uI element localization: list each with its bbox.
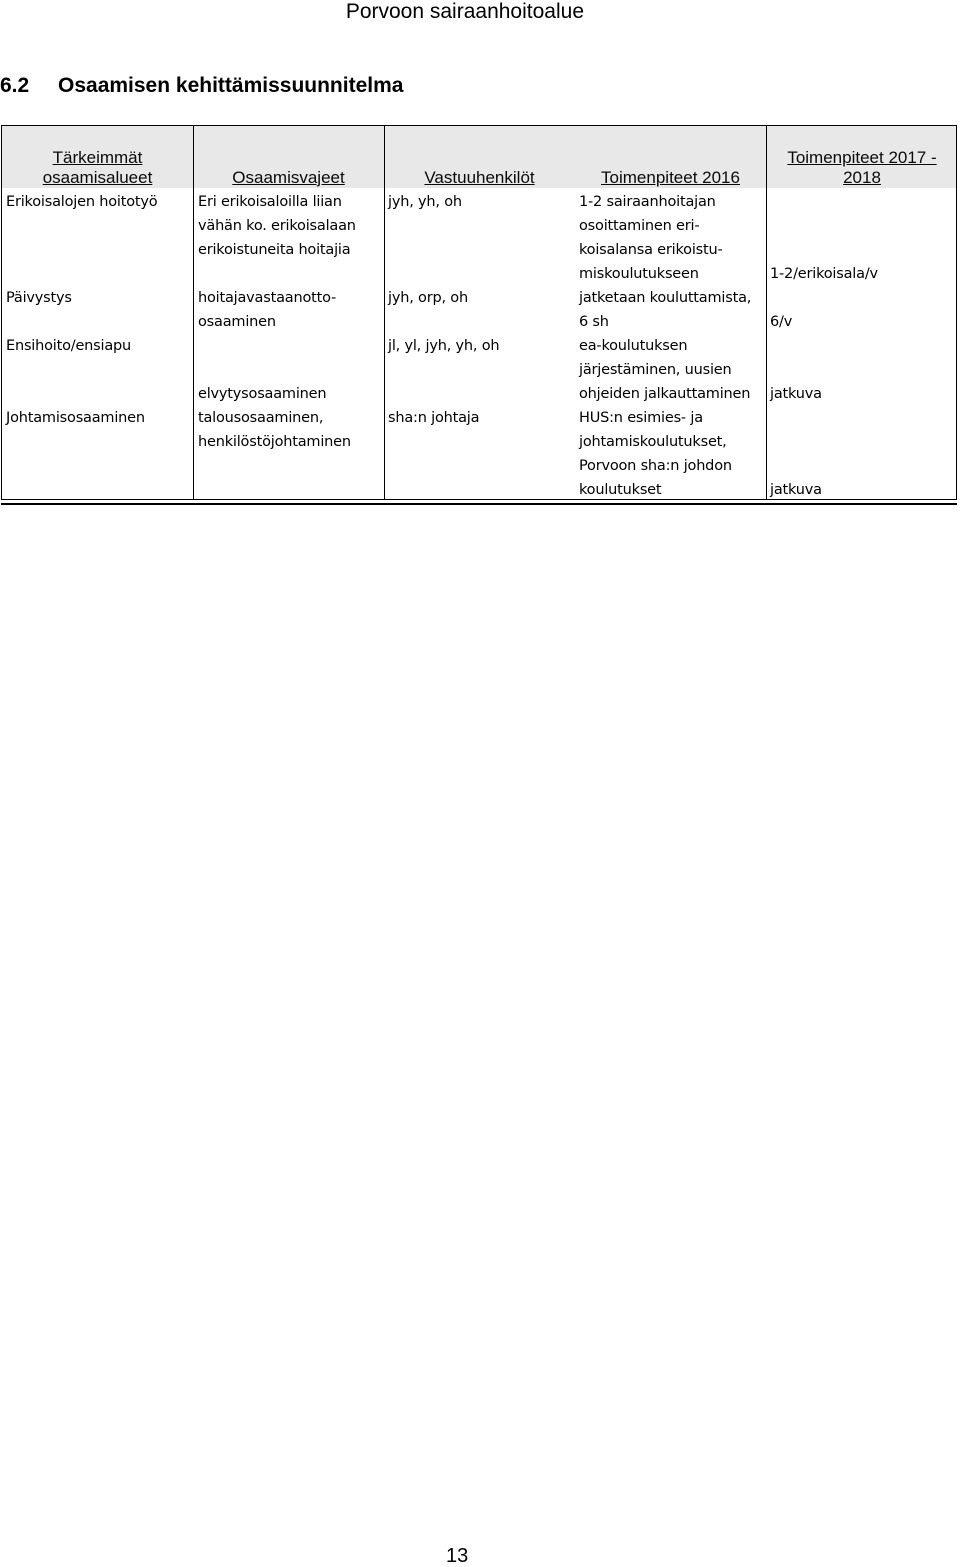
section-number: 6.2 — [0, 74, 30, 97]
section-title: Osaamisen kehittämissuunnitelma — [58, 74, 404, 97]
table-row-1-area: Erikoisalojen hoitotyö — [6, 194, 158, 210]
table-row-2-actions-2017-2018: 6/v — [770, 314, 793, 330]
section-heading — [0, 74, 403, 98]
table-row-3-area: Ensihoito/ensiapu — [6, 338, 132, 354]
table-row-4-actions-2017-2018: jatkuva — [770, 482, 822, 498]
table-row-2-actions-2016: jatketaan kouluttamista, 6 sh — [579, 290, 752, 330]
page-number: 13 — [446, 1545, 469, 1567]
table-row-3-gap: elvytysosaaminen — [198, 386, 327, 402]
table-row-4-responsible: sha:n johtaja — [388, 410, 480, 426]
table-row-1-gap: Eri erikoisaloilla liian vähän ko. erikoisalaan erikoistuneita hoitajia — [198, 194, 356, 258]
table-row-4-gap: talousosaaminen, henkilöstöjohtaminen — [198, 410, 351, 450]
table-row-4-actions-2016: HUS:n esimies- ja johtamiskoulutukset, Porvoon sha:n johdon koulutukset — [579, 410, 732, 498]
column-header-responsible: Vastuuhenkilöt — [424, 168, 535, 187]
table-row-3-actions-2017-2018: jatkuva — [770, 386, 822, 402]
table-row-2-responsible: jyh, orp, oh — [388, 290, 468, 306]
table-row-1-actions-2016: 1-2 sairaanhoitajan osoittaminen eri- koisalansa erikoistu- miskoulutukseen — [579, 194, 723, 282]
table-row-4-area: Johtamisosaaminen — [6, 410, 145, 426]
table-row-3-responsible: jl, yl, jyh, yh, oh — [388, 338, 500, 354]
column-header-actions-2017-2018: Toimenpiteet 2017 - 2018 — [787, 148, 937, 187]
column-header-areas: Tärkeimmät osaamisalueet — [42, 148, 153, 187]
table-row-1-responsible: jyh, yh, oh — [388, 194, 462, 210]
table-row-3-actions-2016: ea-koulutuksen järjestäminen, uusien ohjeiden jalkauttaminen — [579, 338, 751, 402]
table-row-2-area: Päivystys — [6, 290, 72, 306]
table-bottom-rule — [1, 503, 957, 505]
page-header-title: Porvoon sairaanhoitoalue — [345, 0, 584, 23]
table-row-1-actions-2017-2018: 1-2/erikoisala/v — [770, 266, 878, 282]
table-row-2-gap: hoitajavastaanotto- osaaminen — [198, 290, 337, 330]
column-header-actions-2016: Toimenpiteet 2016 — [601, 168, 740, 187]
competence-plan-table — [1, 125, 957, 500]
column-header-gaps: Osaamisvajeet — [232, 168, 345, 187]
